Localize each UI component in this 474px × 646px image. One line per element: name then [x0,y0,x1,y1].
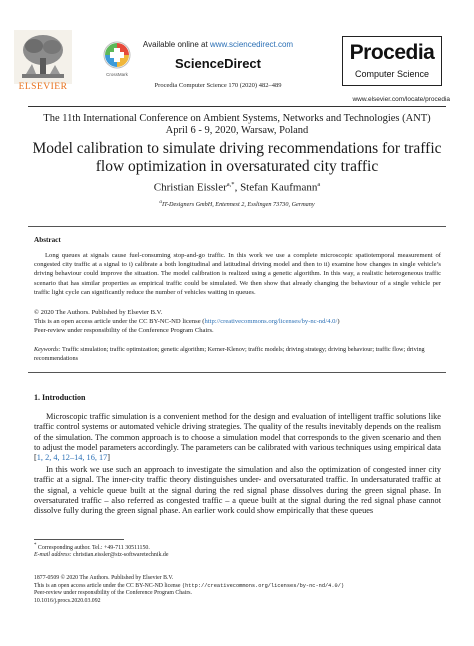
abstract-heading: Abstract [34,236,61,244]
footer-license-prefix: This is an open access article under the CC BY-NC-ND license [34,582,182,589]
keywords-list: Traffic simulation; traffic optimization; genetic algorithm; Kerner-Klenov; traffic models; driving strategy; driving behaviour; traffic flow; driving recommendations [34,346,425,362]
procedia-wordmark: Procedia [349,41,435,64]
sciencedirect-wordmark: ScienceDirect [175,56,261,71]
conference-name [20,113,454,137]
paper-title-line-2: flow optimization in oversaturated city traffic [95,158,379,175]
license-prefix: This is an open access article under the CC BY-NC-ND license ( [34,317,205,325]
author-affiliation-marker: a,* [226,181,235,188]
available-online-line [138,40,298,49]
conference-date-place: April 6 - 9, 2020, Warsaw, Poland [165,125,309,136]
procedia-subbrand: Computer Science [354,69,430,79]
author-affiliation [20,199,454,208]
issn-line: 1877-0509 © 2020 The Authors. Published by Elsevier B.V. [34,575,174,581]
abstract-text: Long queues at signals cause fuel-consuming stop-and-go traffic. In this work we use a complete microscopic spatiotemporal measurement of congested city traffic at a signal to i) calibrate a both longitudinal and latitudinal driving model and then to ii) examine how changes in single vehicle’s driving behaviour could improve the situation. The model calibration is realized using a genetic algorithm. In this way, a realistic heterogeneous traffic scenario that has similar properties as empirical traffic could be simulated. We then show that already changing the behaviour of a single vehicle per traffic light cycle can significantly reduce the number of vehicles waiting in queues. [34,252,441,296]
available-online-prefix: Available online at [142,40,210,49]
abstract-top-rule [28,226,446,227]
author-name: Stefan Kaufmann [240,181,318,194]
journal-homepage-link[interactable]: www.elsevier.com/locate/procedia [352,96,450,103]
paper-title-line-1: Model calibration to simulate driving recommendations for traffic [32,140,442,157]
doi-line[interactable]: 10.1016/j.procs.2020.03.092 [34,597,101,604]
citation-links[interactable]: 1, 2, 4, 12–14, 16, 17 [36,453,108,463]
intro-paragraph-2: In this work we use such an approach to investigate the simulation and also the optimization of congested inner city traffic at a signal. The inner-city traffic theory distinguishes under- and oversaturated traffic. In undersaturated traffic at the signal, a vehicle queue built at the signal during the red signal phase dissolves during the green signal phase. In oversaturated traffic – also referred as congested traffic – a queue built at the signal during the red signal phase cannot dissolve fully during the green signal phase. An earlier work could show empirically that these queues [34,465,441,516]
elsevier-wordmark: ELSEVIER [18,82,68,92]
journal-citation-line: Procedia Computer Science 170 (2020) 482–489 [154,82,282,89]
corresponding-author-text: Corresponding author. Tel.: +49-711 30511150. [36,544,150,551]
email-footnote [34,551,334,559]
copyright-block [34,309,441,335]
license-line [34,318,441,327]
conference-title: The 11th International Conference on Ambient Systems, Networks and Technologies (ANT) [43,113,431,124]
footnote-rule [34,539,124,540]
crossmark-icon[interactable] [102,40,132,74]
intro-paragraph-1 [34,412,441,463]
abstract-bottom-rule [28,372,446,373]
paper-title [20,140,454,176]
sciencedirect-link[interactable]: www.sciencedirect.com [209,40,294,49]
section-heading-introduction: 1. Introduction [34,393,86,402]
author-name: Christian Eissler [153,181,227,194]
page-footer [34,575,441,605]
citation-close: ] [107,453,111,463]
author-affiliation-marker: a [317,181,321,188]
email-address[interactable]: christian.eissler@stz-softwaretechnik.de [71,552,169,558]
keywords-label: Keywords: [34,346,61,353]
intro-paragraph-1-text: Microscopic traffic simulation is a convenient method for the design and evaluation of intelligent traffic solutions like traffic control systems or automated vehicle driving strategies. The quality of the results inevitably depends on the realism of the simulation. The common approach is to choose a simulation model that corresponds to the given scenario and then to adjust the model parameters accordingly. The parameters can be calibrated with various techniques using empirical data [ [34,412,441,463]
crossmark-label: CrossMark [106,72,128,77]
affiliation-text: IT-Designers GmbH, Entennest 2, Esslingen 73730, Germany [161,201,315,209]
affiliation-marker: a [159,199,162,205]
footer-peer-review: Peer-review under responsibility of the Conference Program Chairs. [34,590,192,597]
email-label: E-mail address: [34,552,72,558]
license-link[interactable]: http://creativecommons.org/licenses/by-nc-nd/4.0/ [204,317,338,325]
copyright-line: © 2020 The Authors. Published by Elsevier B.V. [34,309,163,316]
keywords-block [34,346,441,363]
footer-license-link[interactable]: (http://creativecommons.org/licenses/by-nc-nd/4.0/) [181,582,345,589]
author-list [20,181,454,194]
peer-review-line: Peer-review under responsibility of the Conference Program Chairs. [34,326,214,334]
footnote-marker: * [34,543,37,548]
author-separator: , [234,181,241,194]
license-suffix: ) [337,317,340,325]
header-rule [28,106,446,107]
